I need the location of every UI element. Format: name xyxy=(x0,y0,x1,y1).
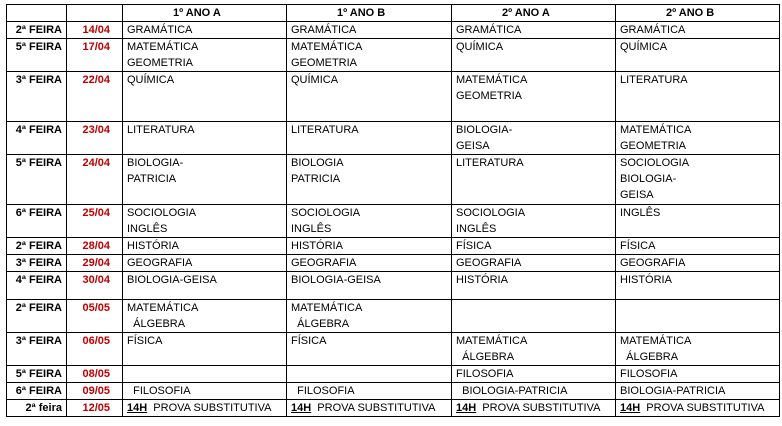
subject-cell xyxy=(287,255,452,272)
subject-cell xyxy=(452,255,616,272)
subject-cell xyxy=(616,300,780,333)
subject-line: FILOSOFIA xyxy=(456,368,514,380)
header-date xyxy=(67,5,123,22)
subject-cell xyxy=(123,122,287,155)
exam-label: PROVA SUBSTITUTIVA xyxy=(476,402,601,414)
header-2-ano-a: 2º ANO A xyxy=(452,5,616,22)
subject-cell xyxy=(287,333,452,366)
exam-schedule-table xyxy=(6,4,780,417)
subject-cell xyxy=(452,366,616,383)
subject-cell xyxy=(287,300,452,333)
subject-line: GEOGRAFIA xyxy=(127,257,193,269)
subject-line: GRAMÁTICA xyxy=(127,24,193,36)
subject-line: PATRICIA xyxy=(127,173,177,185)
subject-line: FILOSOFIA xyxy=(127,385,191,397)
subject-line: GEOGRAFIA xyxy=(456,257,522,269)
subject-line: FILOSOFIA xyxy=(620,368,678,380)
table-row xyxy=(7,238,780,255)
table-row xyxy=(7,39,780,72)
subject-line: GEOMETRIA xyxy=(291,57,358,69)
subject-cell xyxy=(123,22,287,39)
subject-cell xyxy=(616,366,780,383)
day-cell: 5ª FEIRA xyxy=(7,39,67,72)
exam-label: PROVA SUBSTITUTIVA xyxy=(640,402,765,414)
exam-line xyxy=(291,400,447,416)
date-cell: 28/04 xyxy=(67,238,123,255)
subject-cell xyxy=(123,366,287,383)
subject-line: MATEMÁTICA xyxy=(127,302,199,314)
day-cell: 2ª FEIRA xyxy=(7,300,67,333)
subject-line: LITERATURA xyxy=(456,157,524,169)
subject-line: INGLÊS xyxy=(620,207,661,219)
subject-cell xyxy=(616,22,780,39)
subject-line: SOCIOLOGIA xyxy=(127,207,197,219)
subject-cell xyxy=(452,72,616,122)
date-cell: 14/04 xyxy=(67,22,123,39)
exam-label: PROVA SUBSTITUTIVA xyxy=(147,402,272,414)
subject-cell xyxy=(452,400,616,417)
subject-line: QUÍMICA xyxy=(127,74,175,86)
day-cell: 5ª FEIRA xyxy=(7,155,67,205)
subject-line: LITERATURA xyxy=(620,74,688,86)
header-1-ano-a: 1º ANO A xyxy=(123,5,287,22)
subject-cell xyxy=(287,155,452,205)
subject-line: LITERATURA xyxy=(127,124,195,136)
subject-line: FILOSOFIA xyxy=(291,385,355,397)
date-cell: 29/04 xyxy=(67,255,123,272)
subject-line: INGLÊS xyxy=(291,223,332,235)
subject-line: BIOLOGIA- xyxy=(620,173,677,185)
date-cell: 06/05 xyxy=(67,333,123,366)
table-row xyxy=(7,22,780,39)
subject-line: ÁLGEBRA xyxy=(456,351,515,363)
date-cell: 05/05 xyxy=(67,300,123,333)
subject-line: BIOLOGIA xyxy=(291,157,344,169)
subject-line: FÍSICA xyxy=(456,240,492,252)
subject-cell xyxy=(452,22,616,39)
exam-hour: 14H xyxy=(620,402,641,414)
subject-cell xyxy=(616,72,780,122)
subject-cell xyxy=(452,300,616,333)
subject-cell xyxy=(616,272,780,300)
subject-line: FÍSICA xyxy=(127,335,163,347)
subject-cell xyxy=(452,39,616,72)
subject-cell xyxy=(287,39,452,72)
table-row xyxy=(7,400,780,417)
day-cell: 4ª FEIRA xyxy=(7,122,67,155)
subject-line: ÁLGEBRA xyxy=(127,318,186,330)
subject-cell xyxy=(616,383,780,400)
subject-cell xyxy=(452,155,616,205)
subject-line: MATEMÁTICA xyxy=(620,124,692,136)
subject-line: MATEMÁTICA xyxy=(127,41,199,53)
header-1-ano-b: 1º ANO B xyxy=(287,5,452,22)
subject-cell xyxy=(123,205,287,238)
exam-label: PROVA SUBSTITUTIVA xyxy=(311,402,436,414)
subject-line: GRAMÁTICA xyxy=(291,24,357,36)
day-cell: 5ª FEIRA xyxy=(7,366,67,383)
subject-cell xyxy=(287,205,452,238)
day-cell: 3ª FEIRA xyxy=(7,333,67,366)
header-row xyxy=(7,5,780,22)
date-cell: 30/04 xyxy=(67,272,123,300)
subject-cell xyxy=(452,205,616,238)
subject-line: GEOMETRIA xyxy=(127,57,194,69)
subject-cell xyxy=(452,122,616,155)
exam-line xyxy=(620,400,775,416)
day-cell: 2ª FEIRA xyxy=(7,238,67,255)
day-cell: 3ª FEIRA xyxy=(7,255,67,272)
subject-cell xyxy=(452,383,616,400)
date-cell: 22/04 xyxy=(67,72,123,122)
subject-cell xyxy=(616,205,780,238)
subject-line: GEOGRAFIA xyxy=(620,257,686,269)
subject-line: FÍSICA xyxy=(291,335,327,347)
subject-cell xyxy=(616,400,780,417)
subject-cell xyxy=(452,272,616,300)
subject-line: MATEMÁTICA xyxy=(456,74,528,86)
subject-line: GEOMETRIA xyxy=(620,140,687,152)
subject-line: QUÍMICA xyxy=(291,74,339,86)
date-cell: 08/05 xyxy=(67,366,123,383)
subject-line: GEISA xyxy=(456,140,490,152)
date-cell: 23/04 xyxy=(67,122,123,155)
day-cell: 2ª feira xyxy=(7,400,67,417)
subject-cell xyxy=(123,238,287,255)
subject-line: BIOLOGIA-PATRICIA xyxy=(620,385,726,397)
subject-line: FÍSICA xyxy=(620,240,656,252)
day-cell: 3ª FEIRA xyxy=(7,72,67,122)
subject-cell xyxy=(123,155,287,205)
subject-line: GRAMÁTICA xyxy=(620,24,686,36)
subject-cell xyxy=(123,72,287,122)
subject-line: HISTÓRIA xyxy=(620,274,672,286)
table-row xyxy=(7,366,780,383)
subject-cell xyxy=(287,72,452,122)
subject-cell xyxy=(287,272,452,300)
header-2-ano-b: 2º ANO B xyxy=(616,5,780,22)
exam-hour: 14H xyxy=(127,402,148,414)
subject-cell xyxy=(287,366,452,383)
day-cell: 4ª FEIRA xyxy=(7,272,67,300)
table-row xyxy=(7,272,780,300)
subject-line: BIOLOGIA-GEISA xyxy=(127,274,217,286)
subject-line: BIOLOGIA-GEISA xyxy=(291,274,381,286)
exam-hour: 14H xyxy=(291,402,312,414)
subject-cell xyxy=(123,300,287,333)
subject-line: ÁLGEBRA xyxy=(620,351,679,363)
table-row xyxy=(7,383,780,400)
subject-line: GEISA xyxy=(620,189,654,201)
date-cell: 17/04 xyxy=(67,39,123,72)
subject-cell xyxy=(616,122,780,155)
day-cell: 2ª FEIRA xyxy=(7,22,67,39)
subject-cell xyxy=(616,39,780,72)
subject-cell xyxy=(287,122,452,155)
date-cell: 12/05 xyxy=(67,400,123,417)
subject-line: SOCIOLOGIA xyxy=(291,207,361,219)
subject-cell xyxy=(287,22,452,39)
table-row xyxy=(7,255,780,272)
subject-cell xyxy=(123,400,287,417)
header-day xyxy=(7,5,67,22)
subject-cell xyxy=(287,383,452,400)
subject-cell xyxy=(123,383,287,400)
subject-cell xyxy=(616,333,780,366)
date-cell: 25/04 xyxy=(67,205,123,238)
subject-line: LITERATURA xyxy=(291,124,359,136)
subject-cell xyxy=(123,333,287,366)
subject-line: INGLÊS xyxy=(456,223,497,235)
subject-line: ÁLGEBRA xyxy=(291,318,350,330)
subject-cell xyxy=(287,400,452,417)
subject-line: MATEMÁTICA xyxy=(456,335,528,347)
subject-cell xyxy=(616,238,780,255)
subject-cell xyxy=(123,272,287,300)
subject-line: GEOGRAFIA xyxy=(291,257,357,269)
exam-line xyxy=(456,400,611,416)
subject-line: HISTÓRIA xyxy=(291,240,343,252)
subject-line: HISTÓRIA xyxy=(456,274,508,286)
subject-line: BIOLOGIA-PATRICIA xyxy=(456,385,568,397)
subject-line: GEOMETRIA xyxy=(456,90,523,102)
day-cell: 6ª FEIRA xyxy=(7,383,67,400)
table-row xyxy=(7,300,780,333)
subject-cell xyxy=(452,333,616,366)
subject-line: BIOLOGIA- xyxy=(456,124,513,136)
subject-line: QUÍMICA xyxy=(456,41,504,53)
table-row xyxy=(7,122,780,155)
subject-line: SOCIOLOGIA xyxy=(456,207,526,219)
table-row xyxy=(7,205,780,238)
subject-cell xyxy=(123,255,287,272)
exam-hour: 14H xyxy=(456,402,477,414)
subject-line: SOCIOLOGIA xyxy=(620,157,690,169)
subject-cell xyxy=(616,255,780,272)
subject-line: MATEMÁTICA xyxy=(291,41,363,53)
exam-line xyxy=(127,400,282,416)
subject-line: MATEMÁTICA xyxy=(620,335,692,347)
subject-line: QUÍMICA xyxy=(620,41,668,53)
subject-line: HISTÓRIA xyxy=(127,240,179,252)
table-row xyxy=(7,72,780,122)
subject-cell xyxy=(452,238,616,255)
subject-cell xyxy=(616,155,780,205)
subject-cell xyxy=(287,238,452,255)
subject-line: MATEMÁTICA xyxy=(291,302,363,314)
subject-cell xyxy=(123,39,287,72)
schedule-body xyxy=(7,22,780,417)
subject-line: INGLÊS xyxy=(127,223,168,235)
table-row xyxy=(7,155,780,205)
date-cell: 09/05 xyxy=(67,383,123,400)
table-row xyxy=(7,333,780,366)
date-cell: 24/04 xyxy=(67,155,123,205)
subject-line: PATRICIA xyxy=(291,173,341,185)
subject-line: GRAMÁTICA xyxy=(456,24,522,36)
day-cell: 6ª FEIRA xyxy=(7,205,67,238)
subject-line: BIOLOGIA- xyxy=(127,157,184,169)
